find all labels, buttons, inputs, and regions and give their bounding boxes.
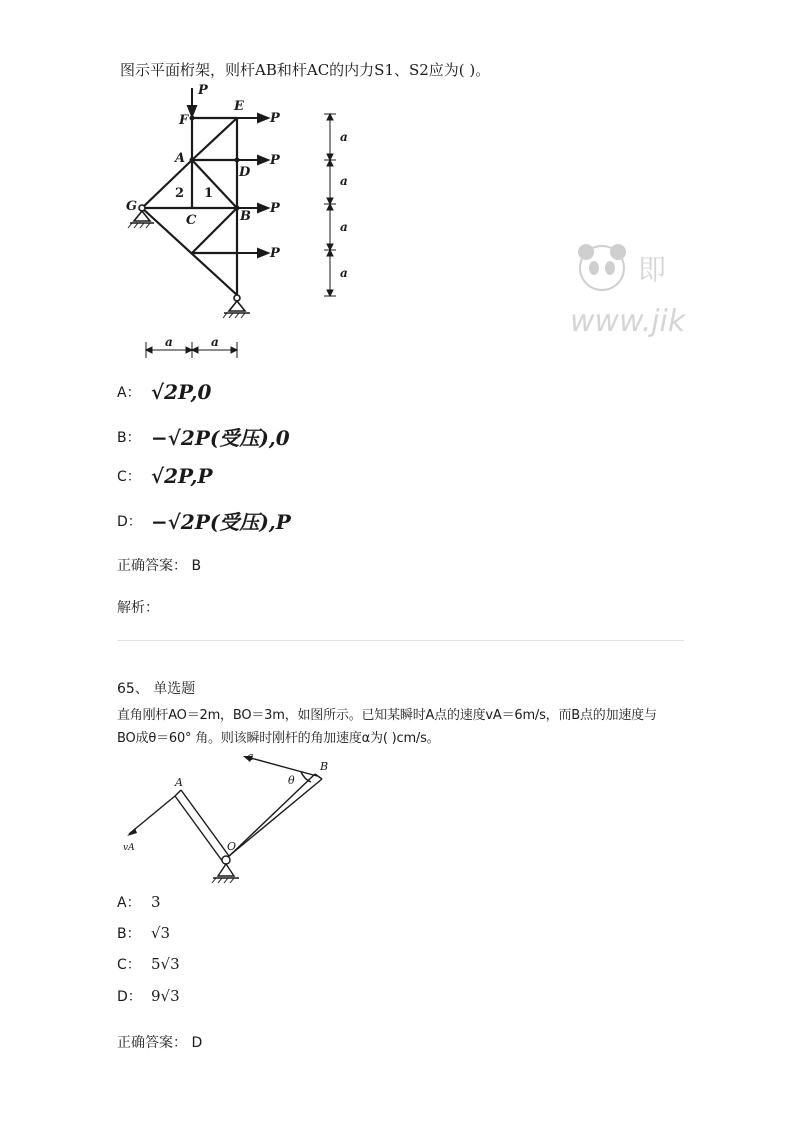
svg-text:a: a (340, 266, 348, 280)
svg-text:B: B (240, 209, 251, 224)
q1-option-d[interactable] (117, 506, 291, 535)
q1-option-b[interactable] (117, 422, 290, 451)
svg-text:P: P (270, 246, 280, 261)
svg-text:G: G (126, 199, 138, 214)
option-text: −√2P(受压),0 (151, 426, 290, 450)
option-letter: D： (117, 989, 142, 1005)
panda-logo-icon (572, 238, 632, 298)
svg-text:vA: vA (123, 843, 135, 853)
svg-text:a: a (340, 220, 348, 234)
svg-text:2: 2 (175, 186, 185, 201)
option-letter: A： (117, 895, 141, 911)
svg-text:A: A (175, 776, 183, 789)
q2-correct-answer: 正确答案： D (117, 1035, 203, 1051)
svg-text:a: a (340, 130, 348, 144)
svg-text:θ: θ (288, 774, 295, 787)
section-divider (117, 640, 684, 641)
option-text: √2P,P (151, 464, 213, 488)
q2-option-d[interactable] (117, 986, 180, 1006)
watermark-text-1: 即 (638, 253, 667, 286)
rigid-rod-figure (115, 752, 340, 887)
q1-analysis-label: 解析： (117, 600, 159, 616)
svg-text:P: P (270, 201, 280, 216)
svg-text:a: a (165, 335, 173, 349)
q2-option-c[interactable] (117, 954, 180, 974)
question-65-text-line-2: BO成θ＝60° 角。则该瞬时刚杆的角加速度α为( )cm/s。 (117, 731, 440, 746)
svg-text:a: a (247, 752, 254, 763)
q2-option-b[interactable] (117, 923, 170, 943)
option-letter: C： (117, 957, 141, 973)
option-letter: B： (117, 926, 141, 942)
option-text: 3 (151, 893, 161, 911)
q1-correct-answer: 正确答案： B (117, 558, 202, 574)
question-65-header: 65、 单选题 (117, 681, 196, 697)
option-letter: A： (117, 385, 141, 401)
option-text: −√2P(受压),P (151, 510, 291, 534)
svg-text:P: P (270, 111, 280, 126)
q2-option-a[interactable] (117, 892, 161, 912)
svg-text:O: O (227, 840, 237, 853)
option-text: √2P,0 (151, 380, 212, 404)
option-letter: B： (117, 429, 141, 446)
q1-option-c[interactable] (117, 464, 213, 488)
option-text: 9√3 (151, 987, 180, 1005)
option-text: 5√3 (151, 955, 180, 973)
svg-text:B: B (320, 760, 329, 773)
option-text: √3 (151, 924, 171, 942)
svg-text:E: E (234, 99, 244, 114)
question-65-text-line-1: 直角刚杆AO＝2m，BO＝3m，如图所示。已知某瞬时A点的速度vA＝6m/s，而B点的加速度与 (117, 708, 657, 723)
q1-option-a[interactable] (117, 380, 211, 404)
vertical-dimensions (318, 110, 358, 300)
svg-text:1: 1 (204, 186, 214, 201)
svg-text:P: P (270, 153, 280, 168)
svg-text:C: C (186, 213, 197, 228)
svg-text:a: a (211, 335, 219, 349)
watermark-text-2: www.jik (570, 304, 686, 339)
option-letter: D： (117, 513, 142, 530)
svg-text:A: A (175, 151, 186, 166)
svg-text:D: D (239, 165, 251, 180)
svg-text:P: P (198, 83, 208, 98)
watermark (568, 232, 688, 352)
svg-text:F: F (179, 113, 189, 128)
question-1-text: 图示平面桁架，则杆AB和杆AC的内力S1、S2应为( )。 (120, 61, 491, 79)
option-letter: C： (117, 469, 141, 485)
svg-text:a: a (340, 174, 348, 188)
